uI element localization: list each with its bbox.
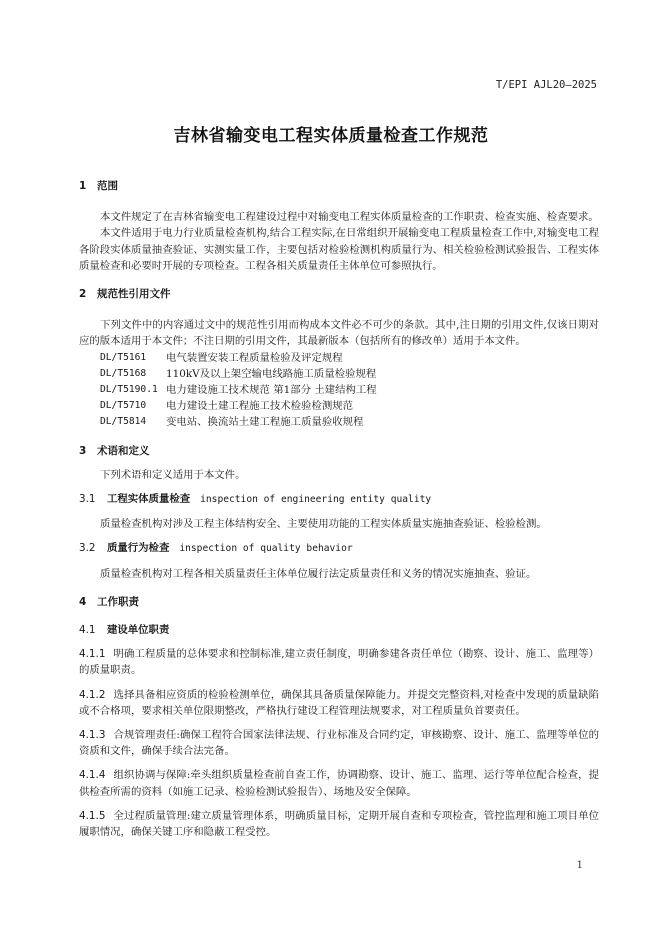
term-definition: 质量检查机构对涉及工程主体结构安全、主要使用功能的工程实体质量实施抽查验证、检验检测。 <box>100 518 547 531</box>
section-title: 术语和定义 <box>97 444 150 457</box>
reference-item <box>100 398 599 414</box>
reference-list <box>79 350 599 431</box>
reference-item <box>100 382 599 398</box>
clause <box>79 646 599 678</box>
reference-name: 电力建设土建工程施工技术检验检测规范 <box>166 400 354 413</box>
clause <box>79 727 599 759</box>
section-number: 2 <box>79 288 87 301</box>
reference-code: DL/T5161 <box>100 351 147 363</box>
clause-number: 4.1.4 <box>79 769 106 782</box>
clause-number: 4.1.5 <box>79 809 106 822</box>
clause-text: 全过程质量管理:建立质量管理体系，明确质量目标，定期开展自查和专项检查，管控监理和施工项目单位履职情况，确保关键工序和隐蔽工程受控。 <box>79 809 599 839</box>
term-en: inspection of quality behavior <box>179 543 353 555</box>
reference-item <box>100 414 599 430</box>
reference-code: DL/T5168 <box>100 367 147 379</box>
scope-paragraph-1: 本文件规定了在吉林省输变电工程建设过程中对输变电工程实体质量检查的工作职责、检查实施、检查要求。 <box>100 211 599 224</box>
section-title: 规范性引用文件 <box>97 288 171 301</box>
section-heading-scope <box>79 178 599 194</box>
section-number: 3 <box>79 444 87 457</box>
document-body <box>79 178 599 840</box>
clause-text: 选择具备相应资质的检验检测单位，确保其具备质量保障能力。并提交完整资料,对检查中发现的质量缺陷或不合格项，要求相关单位限期整改，严格执行建设工程管理法规要求，对工程质量负首要责任。 <box>79 688 599 717</box>
term-heading <box>79 491 599 508</box>
section-heading-normative-references <box>79 286 599 302</box>
subsection-title: 建设单位职责 <box>107 624 170 637</box>
document-code: T/EPI AJL20—2025 <box>495 79 597 91</box>
clause-number: 4.1.1 <box>79 648 106 661</box>
term-number: 3.1 <box>79 493 96 506</box>
section-title: 范围 <box>97 180 118 192</box>
reference-name: 电气装置安装工程质量检验及评定规程 <box>166 351 343 364</box>
section-number: 1 <box>79 180 87 192</box>
terms-intro: 下列术语和定义适用于本文件。 <box>100 468 246 481</box>
section-title: 工作职责 <box>97 595 139 608</box>
term-heading <box>79 540 599 557</box>
scope-paragraph-2: 本文件适用于电力行业质量检查机构,结合工程实际,在日常组织开展输变电工程质量检查工作中,对输变电工程各阶段实体质量抽查验证、实测实量工作，主要包括对检验检测机构质量行为、相关检验检测试验报告、工程实体质量检查和必要时开展的专项检查。工程各相关质量责任主体单位可参照执行。 <box>79 227 599 272</box>
reference-item <box>100 366 599 382</box>
reference-name: 电力建设施工技术规范 第1部分 土建结构工程 <box>166 384 377 397</box>
clause-number: 4.1.2 <box>79 688 106 701</box>
reference-code: DL/T5190.1 <box>100 384 158 396</box>
clause-text: 合规管理责任:确保工程符合国家法律法规、行业标准及合同约定，审核勘察、设计、施工、监理等单位的资质和文件，确保手续合法完备。 <box>79 729 599 758</box>
reference-code: DL/T5814 <box>100 416 147 428</box>
clause <box>79 808 599 840</box>
term-zh: 质量行为检查 <box>107 542 170 555</box>
term-zh: 工程实体质量检查 <box>107 493 191 506</box>
reference-code: DL/T5710 <box>100 400 147 412</box>
document-title: 吉林省输变电工程实体质量检查工作规范 <box>173 126 489 146</box>
clause <box>79 767 599 799</box>
page-number: 1 <box>576 860 583 871</box>
clause-text: 组织协调与保障:牵头组织质量检查前自查工作，协调勘察、设计、施工、监理、运行等单位配合检查，提供检查所需的资料（如施工记录、检验检测试验报告）、场地及安全保障。 <box>79 769 599 798</box>
section-number: 4 <box>79 595 87 608</box>
section-heading-terms <box>79 443 599 459</box>
clause-number: 4.1.3 <box>79 729 106 742</box>
term-en: inspection of engineering entity quality <box>200 494 432 506</box>
reference-name: 110kV及以上架空输电线路施工质量检验规程 <box>166 367 377 380</box>
references-intro: 下列文件中的内容通过文中的规范性引用而构成本文件必不可少的条款。其中,注日期的引用文件,仅该日期对应的版本适用于本文件；不注日期的引用文件，其最新版本（包括所有的修改单）适用于本文件。 <box>79 319 599 348</box>
clause-text: 明确工程质量的总体要求和控制标准,建立责任制度，明确参建各责任单位（勘察、设计、施工、监理等）的质量职责。 <box>79 648 599 677</box>
reference-name: 变电站、换流站土建工程施工质量验收规程 <box>166 416 364 429</box>
section-heading-responsibilities <box>79 594 599 610</box>
subsection-number: 4.1 <box>79 624 96 637</box>
clause <box>79 687 599 719</box>
reference-item <box>100 350 599 366</box>
subsection-heading <box>79 622 599 638</box>
term-number: 3.2 <box>79 542 96 555</box>
term-definition: 质量检查机构对工程各相关质量责任主体单位履行法定质量责任和义务的情况实施抽查、验证。 <box>100 567 537 580</box>
